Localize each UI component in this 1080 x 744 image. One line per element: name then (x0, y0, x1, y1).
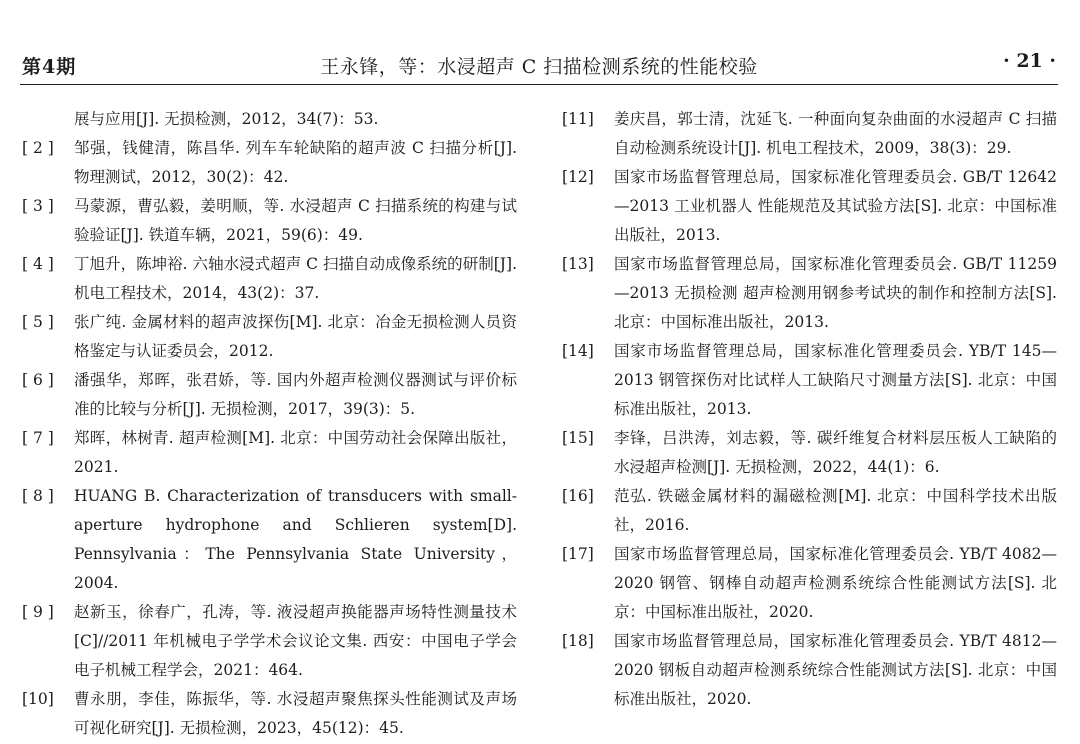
reference-text: 国家市场监督管理总局，国家标准化管理委员会. YB/T 145—2013 钢管探伤对比试样人工缺陷尺寸测量方法[S]. 北京：中国标准出版社，2013. (614, 342, 1057, 418)
reference-item (562, 337, 1057, 424)
reference-number: [ 7 ] (22, 429, 54, 447)
reference-number: [13] (562, 255, 594, 273)
reference-text: 曹永朋，李佳，陈振华，等. 水浸超声聚焦探头性能测试及声场可视化研究[J]. 无损检测，2023，45(12)：45. (74, 690, 517, 737)
reference-item (22, 366, 517, 424)
reference-item (562, 540, 1057, 627)
reference-number: [ 5 ] (22, 313, 54, 331)
reference-item (562, 105, 1057, 163)
reference-text: 马蒙源，曹弘毅，姜明顺，等. 水浸超声 C 扫描系统的构建与试验验证[J]. 铁道车辆，2021，59(6)：49. (74, 197, 517, 244)
reference-text: 郑晖，林树青. 超声检测[M]. 北京：中国劳动社会保障出版社，2021. (74, 429, 517, 476)
reference-number: [10] (22, 690, 54, 708)
right-reference-column (562, 105, 1057, 714)
reference-item (22, 192, 517, 250)
reference-item (22, 685, 517, 743)
left-reference-column (22, 105, 517, 743)
page-number: · 21 · (1003, 50, 1056, 72)
reference-item (562, 627, 1057, 714)
page-header (22, 46, 1056, 86)
reference-number: [ 8 ] (22, 487, 54, 505)
reference-number: [16] (562, 487, 594, 505)
reference-text: 国家市场监督管理总局，国家标准化管理委员会. GB/T 11259—2013 无损检测 超声检测用钢参考试块的制作和控制方法[S]. 北京：中国标准出版社，2013. (614, 255, 1057, 331)
reference-text: 国家市场监督管理总局，国家标准化管理委员会. YB/T 4082—2020 钢管、钢棒自动超声检测系统综合性能测试方法[S]. 北京：中国标准出版社，2020. (614, 545, 1057, 621)
reference-text: 潘强华，郑晖，张君娇，等. 国内外超声检测仪器测试与评价标准的比较与分析[J]. 无损检测，2017，39(3)：5. (74, 371, 517, 418)
reference-item (22, 598, 517, 685)
reference-item (562, 482, 1057, 540)
reference-item (22, 424, 517, 482)
reference-item (22, 482, 517, 598)
reference-item (562, 163, 1057, 250)
reference-item (22, 250, 517, 308)
reference-number: [ 6 ] (22, 371, 54, 389)
reference-number: [18] (562, 632, 594, 650)
reference-item (22, 134, 517, 192)
reference-number: [ 9 ] (22, 603, 54, 621)
reference-text: 姜庆昌，郭士清，沈延飞. 一种面向复杂曲面的水浸超声 C 扫描自动检测系统设计[J]. 机电工程技术，2009，38(3)：29. (614, 110, 1057, 157)
reference-number: [15] (562, 429, 594, 447)
running-title: 王永锋，等：水浸超声 C 扫描检测系统的性能校验 (320, 56, 758, 78)
reference-text: 张广纯. 金属材料的超声波探伤[M]. 北京：冶金无损检测人员资格鉴定与认证委员会，2012. (74, 313, 517, 360)
reference-text: 邹强，钱健清，陈昌华. 列车车轮缺陷的超声波 C 扫描分析[J]. 物理测试，2012，30(2)：42. (74, 139, 517, 186)
issue-label: 第4期 (22, 56, 77, 78)
reference-number: [14] (562, 342, 594, 360)
reference-number: [17] (562, 545, 594, 563)
reference-number: [11] (562, 110, 594, 128)
reference-text: 国家市场监督管理总局，国家标准化管理委员会. GB/T 12642—2013 工业机器人 性能规范及其试验方法[S]. 北京：中国标准出版社，2013. (614, 168, 1057, 244)
reference-text: 李锋，吕洪涛，刘志毅，等. 碳纤维复合材料层压板人工缺陷的水浸超声检测[J]. 无损检测，2022，44(1)：6. (614, 429, 1057, 476)
reference-text: 国家市场监督管理总局，国家标准化管理委员会. YB/T 4812—2020 钢板自动超声检测系统综合性能测试方法[S]. 北京：中国标准出版社，2020. (614, 632, 1057, 708)
reference-text: 丁旭升，陈坤裕. 六轴水浸式超声 C 扫描自动成像系统的研制[J]. 机电工程技术，2014，43(2)：37. (74, 255, 517, 302)
reference-number: [ 3 ] (22, 197, 54, 215)
reference-item (22, 308, 517, 366)
reference-item (562, 250, 1057, 337)
header-divider (20, 84, 1058, 85)
reference-text: 赵新玉，徐春广，孔涛，等. 液浸超声换能器声场特性测量技术[C]//2011 年机械电子学学术会议论文集. 西安：中国电子学会电子机械工程学会，2021：464. (74, 603, 517, 679)
reference-text: HUANG B. Characterization of transducers with small-aperture hydrophone and Schlieren system[D]. Pennsylvania：The Pennsylvania State University，2004. (74, 487, 517, 592)
reference-number: [ 2 ] (22, 139, 54, 157)
reference-continuation: 展与应用[J]. 无损检测，2012，34(7)：53. (74, 110, 379, 128)
reference-number: [ 4 ] (22, 255, 54, 273)
reference-item (562, 424, 1057, 482)
reference-number: [12] (562, 168, 594, 186)
reference-text: 范弘. 铁磁金属材料的漏磁检测[M]. 北京：中国科学技术出版社，2016. (614, 487, 1057, 534)
